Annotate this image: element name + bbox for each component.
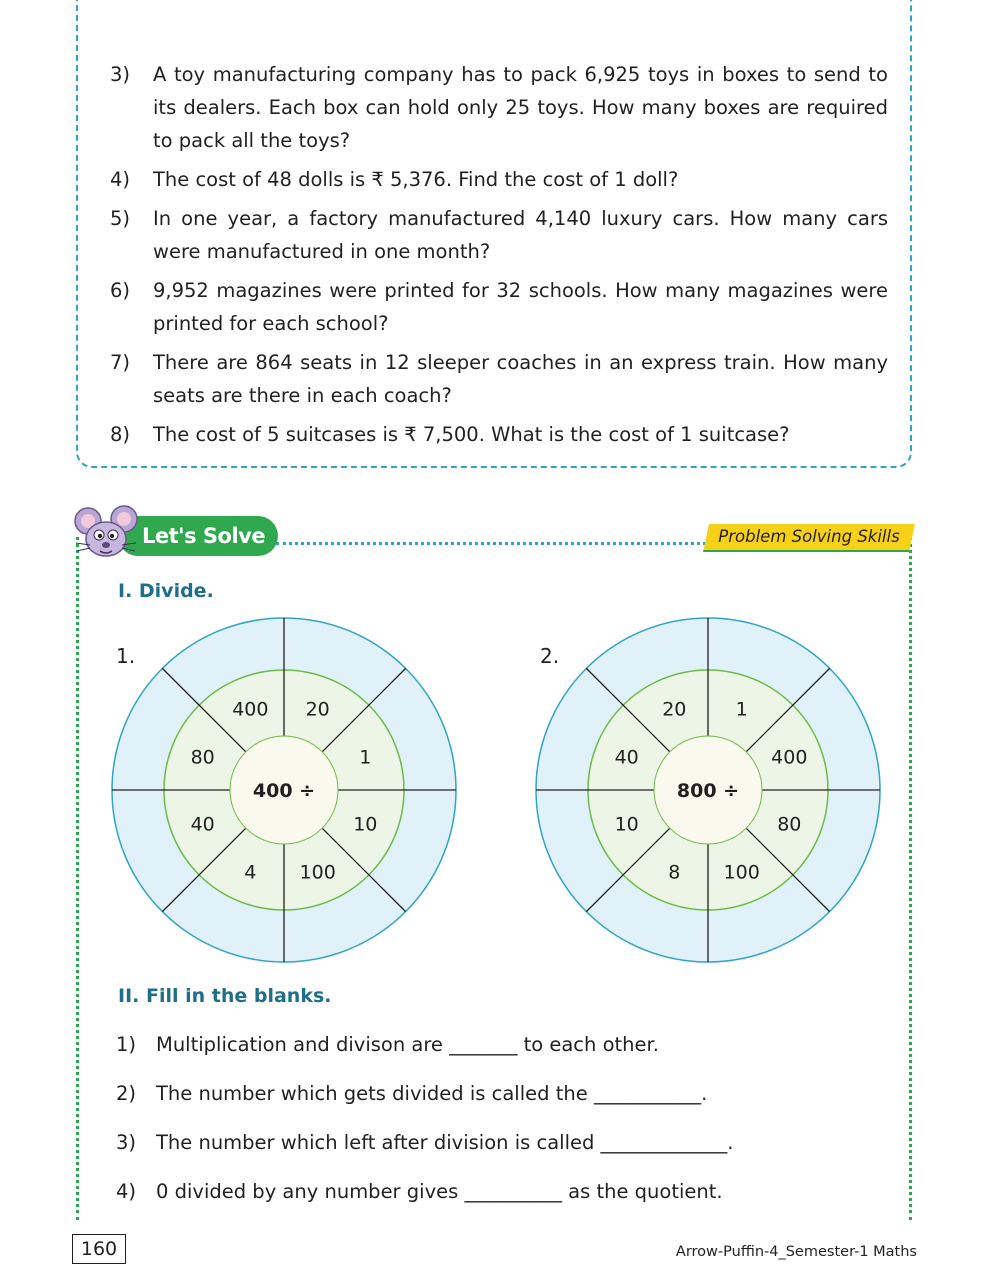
wheel-number: 20 [662, 698, 687, 721]
blank-text: Multiplication and divison are _______ to each other. [156, 1033, 659, 1056]
wheel-center-label: 400 ÷ [252, 780, 316, 802]
wheel-number: 40 [190, 813, 215, 836]
blank-text: The number which left after division is called _____________. [156, 1131, 734, 1154]
blank-item [116, 1028, 876, 1077]
question-item [110, 346, 888, 412]
blank-number: 4) [116, 1180, 137, 1203]
wheel-number: 100 [723, 861, 760, 884]
wheel-number: 40 [614, 746, 639, 769]
wheel-number: 100 [299, 861, 336, 884]
wheel-number: 1 [359, 746, 372, 769]
wheel-1-label: 1. [116, 644, 136, 668]
mouse-mascot-icon [72, 505, 142, 563]
blank-text: The number which gets divided is called the ___________. [156, 1082, 708, 1105]
question-text: 9,952 magazines were printed for 32 schools. How many magazines were printed for each school? [153, 279, 888, 335]
question-text: In one year, a factory manufactured 4,140 luxury cars. How many cars were manufactured in one month? [153, 207, 888, 263]
wheel-number: 4 [244, 861, 257, 884]
question-item [110, 418, 888, 451]
division-wheel-1 [110, 616, 458, 964]
question-number: 4) [110, 168, 131, 191]
book-footer: Arrow-Puffin-4_Semester-1 Maths [675, 1244, 917, 1260]
blank-number: 2) [116, 1082, 137, 1105]
divide-section-title: I. Divide. [118, 580, 214, 602]
question-item [110, 274, 888, 340]
wheel-number: 400 [771, 746, 808, 769]
question-text: There are 864 seats in 12 sleeper coaches in an express train. How many seats are there in each coach? [153, 351, 888, 407]
question-item [110, 202, 888, 268]
question-text: A toy manufacturing company has to pack 6,925 toys in boxes to send to its dealers. Each box can hold only 25 toys. How many boxes are required to pack all the toys? [153, 63, 888, 152]
wheel-center-label: 800 ÷ [676, 780, 740, 802]
wheel-number: 10 [353, 813, 378, 836]
wheel-2-label: 2. [540, 644, 560, 668]
blank-item [116, 1077, 876, 1126]
question-number: 7) [110, 351, 131, 374]
wheel-number: 80 [190, 746, 215, 769]
question-item [110, 58, 888, 157]
wheel-number: 400 [232, 698, 269, 721]
wheel-number: 80 [777, 813, 802, 836]
skills-tag: Problem Solving Skills [718, 527, 900, 546]
question-text: The cost of 48 dolls is ₹ 5,376. Find the cost of 1 doll? [153, 168, 679, 191]
page-number: 160 [72, 1234, 126, 1264]
wheel-number: 8 [668, 861, 681, 884]
banner-dotted-line [276, 542, 706, 545]
blank-item [116, 1175, 876, 1224]
blank-item [116, 1126, 876, 1175]
blank-number: 1) [116, 1033, 137, 1056]
wheel-number: 10 [614, 813, 639, 836]
wheel-number: 20 [305, 698, 330, 721]
question-text: The cost of 5 suitcases is ₹ 7,500. What is the cost of 1 suitcase? [153, 423, 790, 446]
question-number: 8) [110, 423, 131, 446]
fill-blanks-list [116, 1028, 876, 1224]
question-item [110, 163, 888, 196]
division-wheel-2 [534, 616, 882, 964]
blank-text: 0 divided by any number gives __________ as the quotient. [156, 1180, 723, 1203]
question-number: 5) [110, 207, 131, 230]
blank-number: 3) [116, 1131, 137, 1154]
lets-solve-banner: Let's Solve [118, 516, 278, 556]
question-number: 3) [110, 63, 131, 86]
fill-blanks-section-title: II. Fill in the blanks. [118, 985, 332, 1007]
question-number: 6) [110, 279, 131, 302]
wheel-number: 1 [735, 698, 748, 721]
word-problems-list [110, 58, 888, 457]
